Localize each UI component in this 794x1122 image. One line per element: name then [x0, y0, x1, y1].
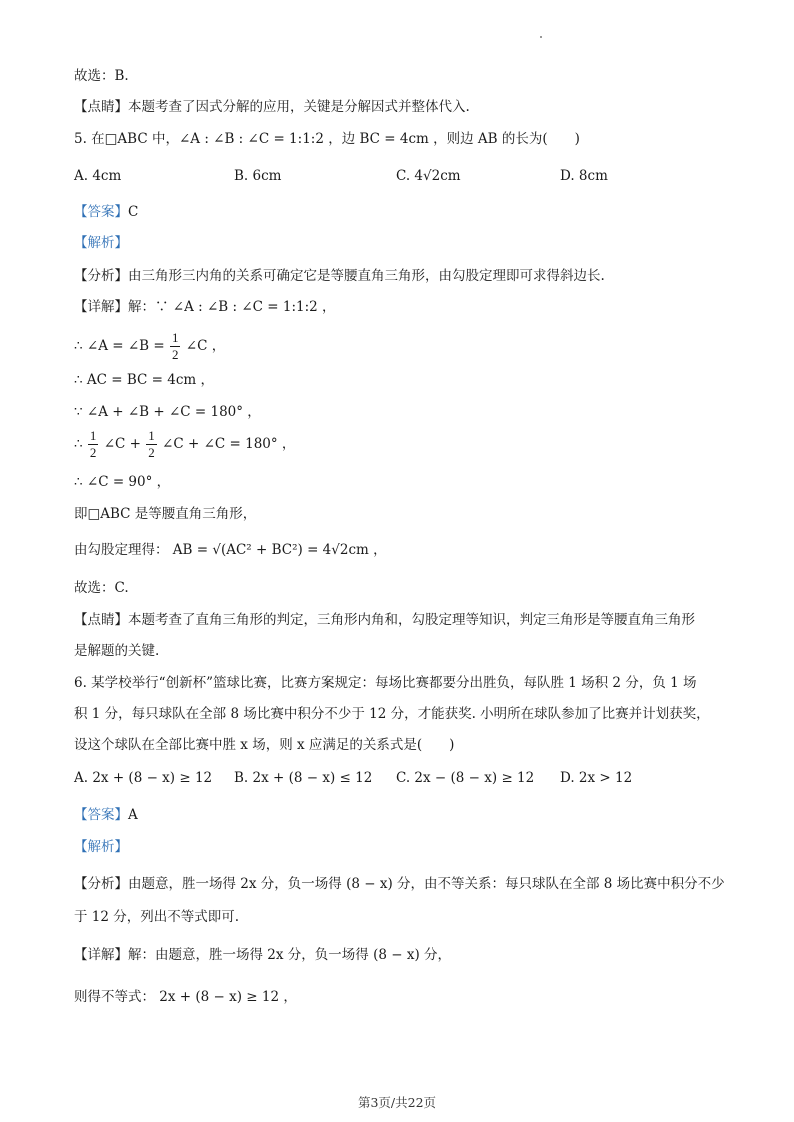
fraction-half: $\frac{1}{2}$: [171, 330, 179, 362]
step-9: 则得不等式： 2x + (8 − x) ≥ 12 ，: [74, 989, 297, 1005]
q5-option-b: B. 6cm: [234, 168, 282, 184]
analysis-6-label: 【解析】: [74, 839, 128, 855]
xiangjie-5: 【详解】解：∵ ∠A : ∠B : ∠C = 1:1:2 ，: [74, 299, 336, 315]
line-choose-b: 故选：B.: [74, 68, 129, 84]
scan-mark: [540, 36, 542, 38]
question-6-line1: 6. 某学校举行“创新杯”篮球比赛，比赛方案规定：每场比赛都要分出胜负，每队胜 1 场积 2 分，负 1 场: [74, 675, 697, 691]
fraction-half: $\frac{1}{2}$: [89, 428, 97, 460]
tag-answer: 【答案】: [74, 204, 128, 220]
comment-5-line1: 【点睛】本题考查了直角三角形的判定，三角形内角和，勾股定理等知识，判定三角形是等腰直角三角形: [74, 612, 695, 628]
answer-5: 【答案】C: [74, 204, 139, 220]
tag-answer: 【答案】: [74, 807, 128, 823]
fraction-half: $\frac{1}{2}$: [148, 428, 155, 460]
question-6-line3: 设这个球队在全部比赛中胜 x 场，则 x 应满足的关系式是( ): [74, 737, 455, 753]
step-4: ∴ $\frac{1}{2}$ ∠C + $\frac{1}{2}$ ∠C + ∠C = 180° ，: [74, 428, 296, 460]
q5-option-d: D. 8cm: [560, 168, 608, 184]
comment-q4: 【点睛】本题考查了因式分解的应用，关键是分解因式并整体代入.: [74, 99, 470, 115]
q6-option-d: D. 2x > 12: [560, 770, 633, 786]
q6-option-b: B. 2x + (8 − x) ≤ 12: [234, 770, 373, 786]
fenxi-6-line2: 于 12 分，列出不等式即可.: [74, 909, 240, 925]
step-6: 即□ABC 是等腰直角三角形，: [74, 506, 257, 522]
step-2: ∴ AC = BC = 4cm ，: [74, 372, 214, 388]
q5-option-c: C. 4√2cm: [396, 168, 461, 184]
analysis-5-label: 【解析】: [74, 235, 128, 251]
step-8: 故选：C.: [74, 580, 129, 596]
step-7: 由勾股定理得： AB = √(AC² + BC²) = 4√2cm ，: [74, 542, 387, 558]
tag-dianjing: 【点睛】: [74, 99, 128, 115]
q6-option-a: A. 2x + (8 − x) ≥ 12: [74, 770, 213, 786]
xiangjie-6: 【详解】解：由题意，胜一场得 2x 分，负一场得 (8 − x) 分，: [74, 947, 451, 963]
q6-option-c: C. 2x − (8 − x) ≥ 12: [396, 770, 535, 786]
comment-5-line2: 是解题的关键.: [74, 643, 160, 659]
fenxi-5: 【分析】由三角形三内角的关系可确定它是等腰直角三角形，由勾股定理即可求得斜边长.: [74, 268, 605, 284]
step-3: ∵ ∠A + ∠B + ∠C = 180° ，: [74, 404, 261, 420]
step-5: ∴ ∠C = 90° ，: [74, 474, 171, 490]
question-6-line2: 积 1 分，每只球队在全部 8 场比赛中积分不少于 12 分，才能获奖. 小明所在球队参加了比赛并计划获奖，: [74, 706, 710, 722]
q5-option-a: A. 4cm: [74, 168, 122, 184]
page-footer: 第3页/共22页: [357, 1095, 437, 1110]
question-5: 5. 在□ABC 中，∠A : ∠B : ∠C = 1:1:2 ，边 BC = 4cm ，则边 AB 的长为( ): [74, 131, 580, 147]
fenxi-6-line1: 【分析】由题意，胜一场得 2x 分，负一场得 (8 − x) 分，由不等关系：每只球队在全部 8 场比赛中积分不少: [74, 876, 725, 892]
step-1: ∴ ∠A = ∠B = $\frac{1}{2}$ ∠C ，: [74, 330, 226, 362]
answer-6: 【答案】A: [74, 807, 138, 823]
